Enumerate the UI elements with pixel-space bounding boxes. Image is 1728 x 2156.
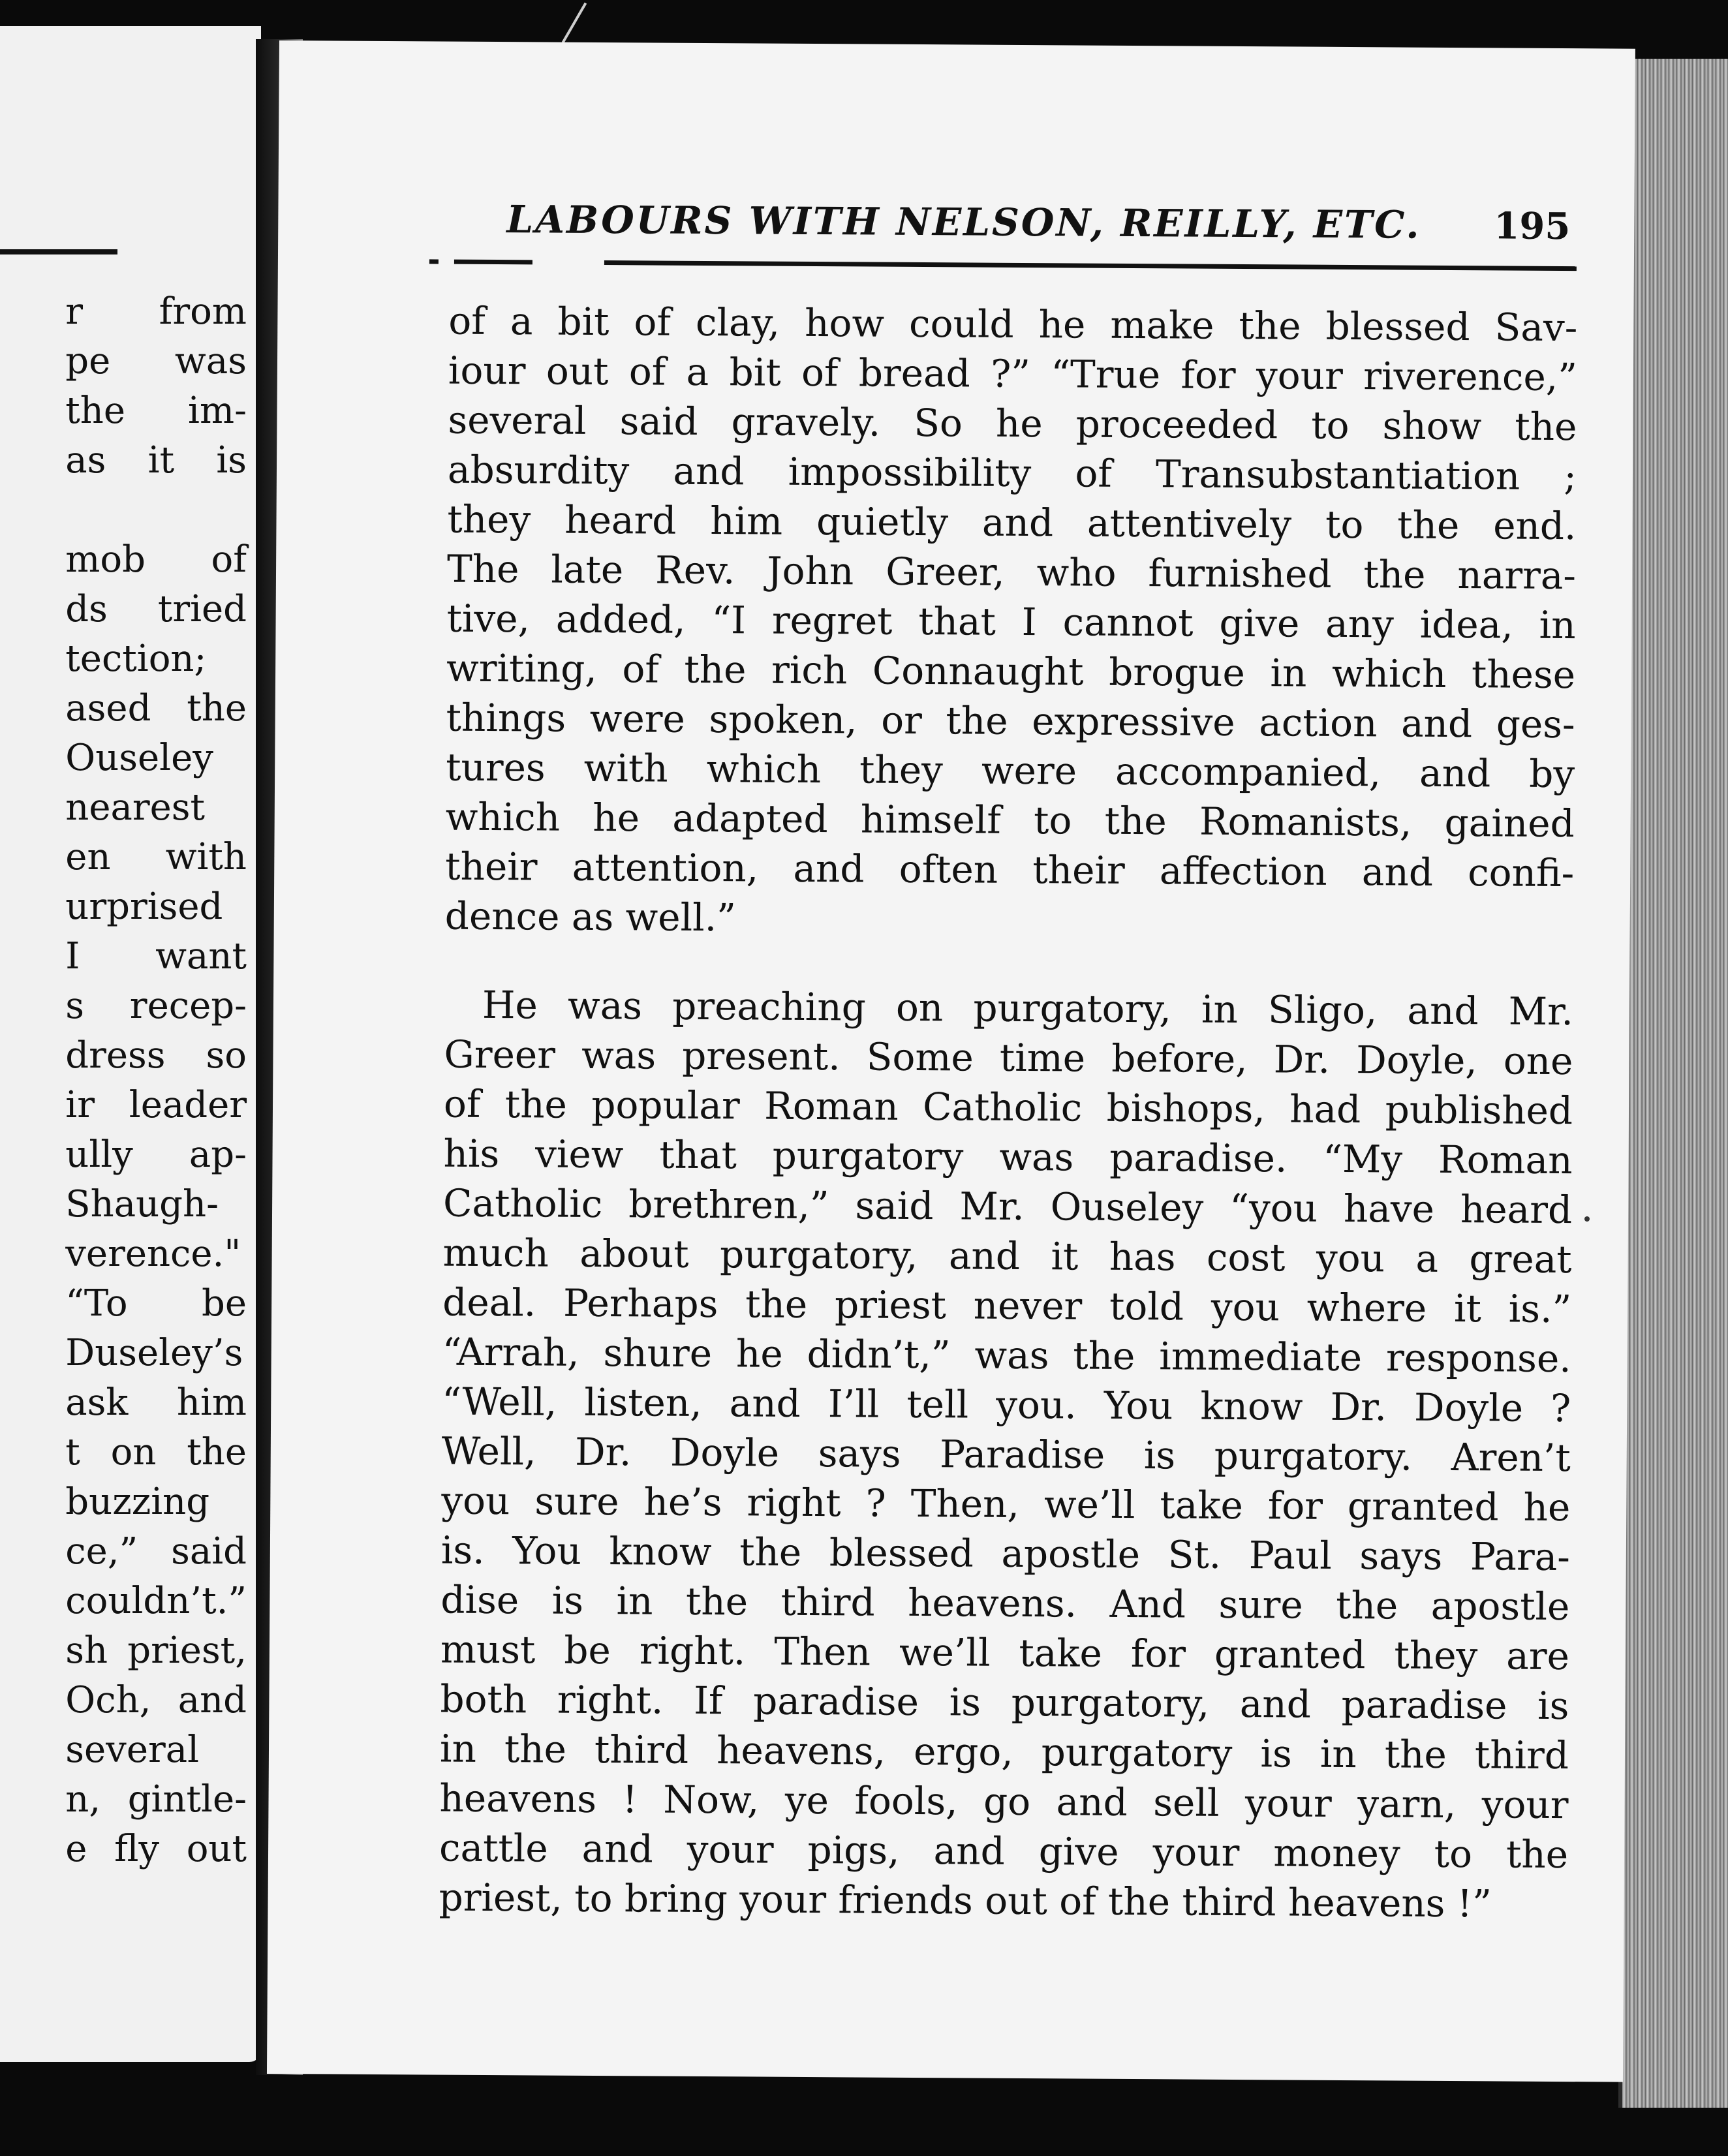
left-line: e fly out bbox=[65, 1828, 247, 1870]
left-line: t on the bbox=[65, 1431, 247, 1473]
text-line: absurdity and impossibility of Transubstantiation ; bbox=[447, 447, 1577, 499]
left-line: pe was bbox=[65, 340, 247, 382]
text-line: they heard him quietly and attentively to the end. bbox=[447, 497, 1577, 549]
text-line: which he adapted himself to the Romanists, gained bbox=[445, 794, 1575, 846]
left-page-fragment bbox=[0, 26, 261, 2062]
text-line: The late Rev. John Greer, who furnished the narra- bbox=[446, 546, 1577, 598]
scan-mark bbox=[562, 3, 587, 44]
page-header bbox=[506, 197, 1584, 262]
left-line: ask him bbox=[65, 1381, 247, 1424]
text-line: you sure he’s right ? Then, we’ll take for granted he bbox=[441, 1478, 1571, 1530]
left-page-text bbox=[65, 287, 247, 1874]
left-line: Duseley’s bbox=[65, 1332, 243, 1374]
text-line: of a bit of clay, how could he make the blessed Sav- bbox=[448, 298, 1578, 350]
page-edges bbox=[1618, 59, 1728, 2108]
text-line: must be right. Then we’ll take for granted they are bbox=[440, 1627, 1570, 1679]
left-line: Shaugh- bbox=[65, 1183, 219, 1225]
right-page bbox=[267, 40, 1635, 2082]
left-line: r from bbox=[65, 290, 247, 333]
text-line: tive, added, “I regret that I cannot give any idea, in bbox=[446, 596, 1576, 648]
left-line: couldn’t.” bbox=[65, 1580, 247, 1622]
header-rule-dot bbox=[429, 259, 439, 264]
left-line: Ouseley bbox=[65, 737, 213, 779]
text-line: heavens ! Now, ye fools, go and sell your yarn, your bbox=[439, 1776, 1569, 1828]
paragraph-2 bbox=[439, 980, 1573, 1930]
text-line: their attention, and often their affection and confi- bbox=[445, 844, 1575, 896]
text-line: dise is in the third heavens. And sure the apostle bbox=[440, 1577, 1570, 1629]
text-line: in the third heavens, ergo, purgatory is in the third bbox=[439, 1726, 1569, 1778]
text-line: tures with which they were accompanied, and by bbox=[445, 745, 1575, 797]
left-line: ce,” said bbox=[65, 1530, 247, 1573]
text-line: “Arrah, shure he didn’t,” was the immediate response. bbox=[442, 1329, 1571, 1381]
left-line: “To be bbox=[65, 1282, 247, 1325]
left-line: en with bbox=[65, 836, 247, 878]
page-number: 195 bbox=[1494, 204, 1571, 249]
text-line: Catholic brethren,” said Mr. Ouseley “you have heard bbox=[442, 1180, 1573, 1233]
left-line: I want bbox=[65, 935, 247, 978]
text-line: priest, to bring your friends out of the third heavens !” bbox=[439, 1875, 1492, 1926]
left-line: s recep- bbox=[65, 985, 247, 1027]
left-line: nearest bbox=[65, 786, 206, 829]
left-line: buzzing bbox=[65, 1481, 210, 1523]
header-rule bbox=[604, 260, 1577, 271]
left-line: ds tried bbox=[65, 588, 247, 630]
left-line: Och, and bbox=[65, 1679, 247, 1721]
left-line: mob of bbox=[65, 538, 247, 581]
left-line: ased the bbox=[65, 687, 247, 730]
text-line: both right. If paradise is purgatory, and paradise is bbox=[440, 1676, 1569, 1729]
text-line: his view that purgatory was paradise. “My Roman bbox=[443, 1131, 1573, 1183]
text-line: much about purgatory, and it has cost you a great bbox=[442, 1230, 1572, 1282]
left-line: verence." bbox=[65, 1233, 241, 1275]
paragraph-gap bbox=[444, 941, 1573, 987]
text-line: deal. Perhaps the priest never told you where it is.” bbox=[442, 1280, 1572, 1332]
left-line: the im- bbox=[65, 390, 247, 432]
left-line: ully ap- bbox=[65, 1133, 247, 1176]
text-line: of the popular Roman Catholic bishops, had published bbox=[443, 1081, 1573, 1133]
left-line: tection; bbox=[65, 638, 207, 680]
text-line: cattle and your pigs, and give your money to the bbox=[439, 1825, 1569, 1877]
text-line: writing, of the rich Connaught brogue in which these bbox=[446, 645, 1576, 698]
stray-dot bbox=[1584, 1216, 1590, 1222]
body-text bbox=[439, 296, 1577, 1930]
text-line: several said gravely. So he proceeded to show the bbox=[448, 397, 1577, 450]
left-line: as it is bbox=[65, 439, 247, 482]
text-line: is. You know the blessed apostle St. Paul says Para- bbox=[440, 1528, 1571, 1580]
text-line: “Well, listen, and I’ll tell you. You know Dr. Doyle ? bbox=[442, 1379, 1571, 1431]
text-line: Well, Dr. Doyle says Paradise is purgatory. Aren’t bbox=[441, 1428, 1571, 1481]
left-line: sh priest, bbox=[65, 1629, 247, 1672]
header-rule-short bbox=[454, 260, 532, 265]
left-line: urprised bbox=[65, 886, 223, 928]
text-line: Greer was present. Some time before, Dr. Doyle, one bbox=[444, 1032, 1573, 1084]
paragraph-1 bbox=[445, 296, 1578, 948]
left-line: ir leader bbox=[65, 1084, 247, 1126]
text-line: things were spoken, or the expressive action and ges- bbox=[446, 695, 1575, 747]
left-line-blank bbox=[65, 485, 247, 535]
text-line: dence as well.” bbox=[444, 893, 737, 940]
left-line: several bbox=[65, 1729, 200, 1771]
left-page-rule bbox=[0, 249, 117, 254]
left-line: n, gintle- bbox=[65, 1778, 247, 1821]
running-title: LABOURS WITH NELSON, REILLY, ETC. bbox=[506, 197, 1421, 247]
text-line: He was preaching on purgatory, in Sligo, and Mr. bbox=[482, 982, 1574, 1034]
text-line: iour out of a bit of bread ?” “True for your riverence,” bbox=[448, 348, 1578, 400]
left-line: dress so bbox=[65, 1034, 247, 1077]
